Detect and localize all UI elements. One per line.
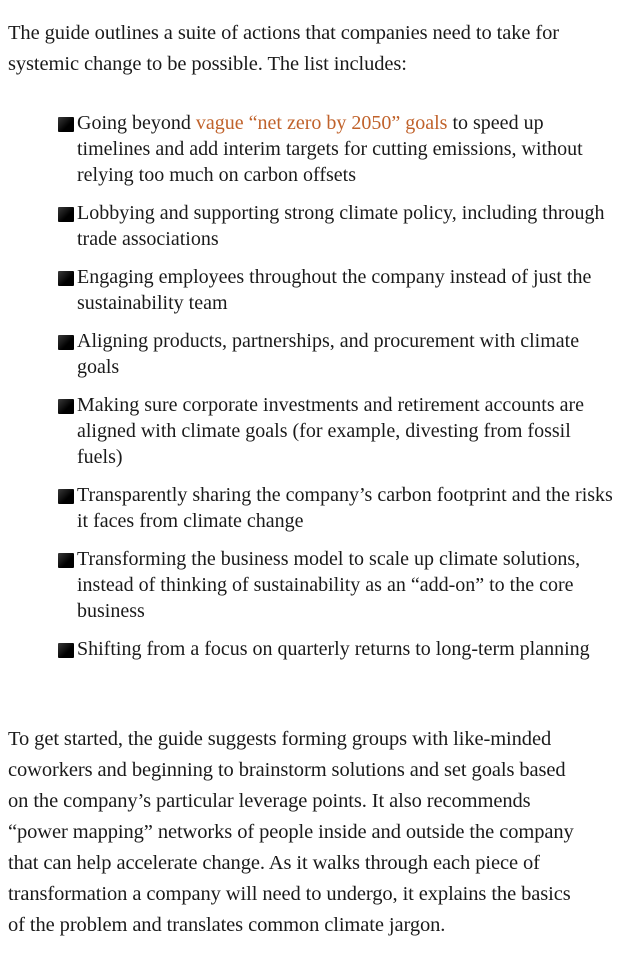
closing-line: To get started, the guide suggests forming groups with like-minded (8, 728, 552, 750)
intro-line: systemic change to be possible. The list includes: (8, 53, 407, 75)
list-item (57, 110, 617, 188)
square-bullet-icon (58, 207, 74, 222)
list-item-text: Aligning products, partnerships, and procurement with climate goals (77, 330, 580, 378)
list-item (57, 482, 617, 534)
list-item-text: Going beyond vague “net zero by 2050” goals to speed up timelines and add interim targets for cutting emissions, without relying too much on carbon offsets (77, 112, 583, 186)
closing-line: “power mapping” networks of people inside and outside the company (8, 821, 574, 843)
closing-line: transformation a company will need to undergo, it explains the basics (8, 883, 571, 905)
list-item-text: Engaging employees throughout the company instead of just the sustainability team (77, 266, 592, 314)
intro-paragraph (8, 18, 640, 80)
list-item-text: Shifting from a focus on quarterly returns to long-term planning (77, 638, 590, 660)
square-bullet-icon (58, 553, 74, 568)
square-bullet-icon (58, 643, 74, 658)
closing-line: that can help accelerate change. As it walks through each piece of (8, 852, 540, 874)
net-zero-goals-link[interactable]: vague “net zero by 2050” goals (195, 112, 448, 134)
closing-line: on the company’s particular leverage points. It also recommends (8, 790, 531, 812)
closing-paragraph (8, 724, 640, 941)
list-item-text: Transparently sharing the company’s carbon footprint and the risks it faces from climate change (77, 484, 613, 532)
list-item-text: Making sure corporate investments and retirement accounts are aligned with climate goals (for example, divesting from fossil fuels) (77, 394, 585, 468)
actions-list (57, 110, 617, 674)
square-bullet-icon (58, 399, 74, 414)
intro-line: The guide outlines a suite of actions that companies need to take for (8, 22, 559, 44)
square-bullet-icon (58, 335, 74, 350)
list-item (57, 392, 617, 470)
square-bullet-icon (58, 117, 74, 132)
square-bullet-icon (58, 271, 74, 286)
closing-line: coworkers and beginning to brainstorm solutions and set goals based (8, 759, 566, 781)
list-item-text: Lobbying and supporting strong climate policy, including through trade associations (77, 202, 605, 250)
list-item (57, 546, 617, 624)
list-item-text: Transforming the business model to scale up climate solutions, instead of thinking of sustainability as an “add-on” to the core business (77, 548, 581, 622)
list-item (57, 636, 617, 662)
list-item (57, 200, 617, 252)
closing-line: of the problem and translates common climate jargon. (8, 914, 446, 936)
list-item (57, 328, 617, 380)
list-item (57, 264, 617, 316)
square-bullet-icon (58, 489, 74, 504)
